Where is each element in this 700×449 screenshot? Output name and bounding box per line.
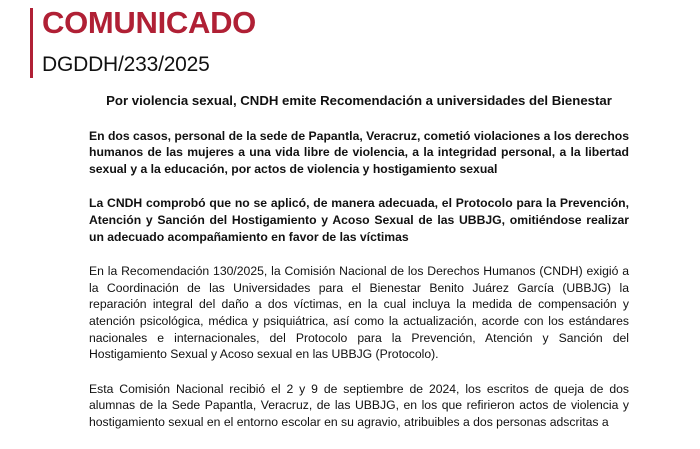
body-paragraph-1: En la Recomendación 130/2025, la Comisión Nacional de los Derechos Humanos (CNDH) exigió a la Coordinación de las Universidades para el Bienestar Benito Juárez García (UBBJG) la reparación integral del daño a dos víctimas, en la cual incluya la medida de compensación y atención psicológica, médica y psiquiátrica, así como la actualización, acorde con los estándares nacionales e internacionales, del Protocolo para la Prevención, Atención y Sanción del Hostigamiento Sexual y Acoso sexual en las UBBJG (Protocolo). (89, 264, 629, 362)
document-reference-code: DGDDH/233/2025 (42, 53, 210, 76)
header-accent-bar (30, 8, 33, 78)
headline: Por violencia sexual, CNDH emite Recomendación a universidades del Bienestar (106, 93, 612, 108)
body-paragraph-2: Esta Comisión Nacional recibió el 2 y 9 de septiembre de 2024, los escritos de queja de dos alumnas de la Sede Papantla, Veracruz, de las UBBJG, en los que refirieron actos de violencia y hostigamiento sexual en el entorno escolar en su agravio, atribuibles a dos personas adscritas a (89, 381, 629, 429)
press-release-header (30, 6, 330, 80)
document-type-title: COMUNICADO (42, 5, 256, 40)
summary-paragraph-1: En dos casos, personal de la sede de Papantla, Veracruz, cometió violaciones a los derechos humanos de las mujeres a una vida libre de violencia, a la integridad personal, a la libertad sexual y a la educación, por actos de violencia y hostigamiento sexual (89, 128, 629, 176)
summary-paragraph-2: La CNDH comprobó que no se aplicó, de manera adecuada, el Protocolo para la Prevención, Atención y Sanción del Hostigamiento y Acoso Sexual de las UBBJG, omitiéndose realizar un adecuado acompañamiento en favor de las víctimas (89, 196, 629, 244)
document-body (89, 93, 629, 449)
